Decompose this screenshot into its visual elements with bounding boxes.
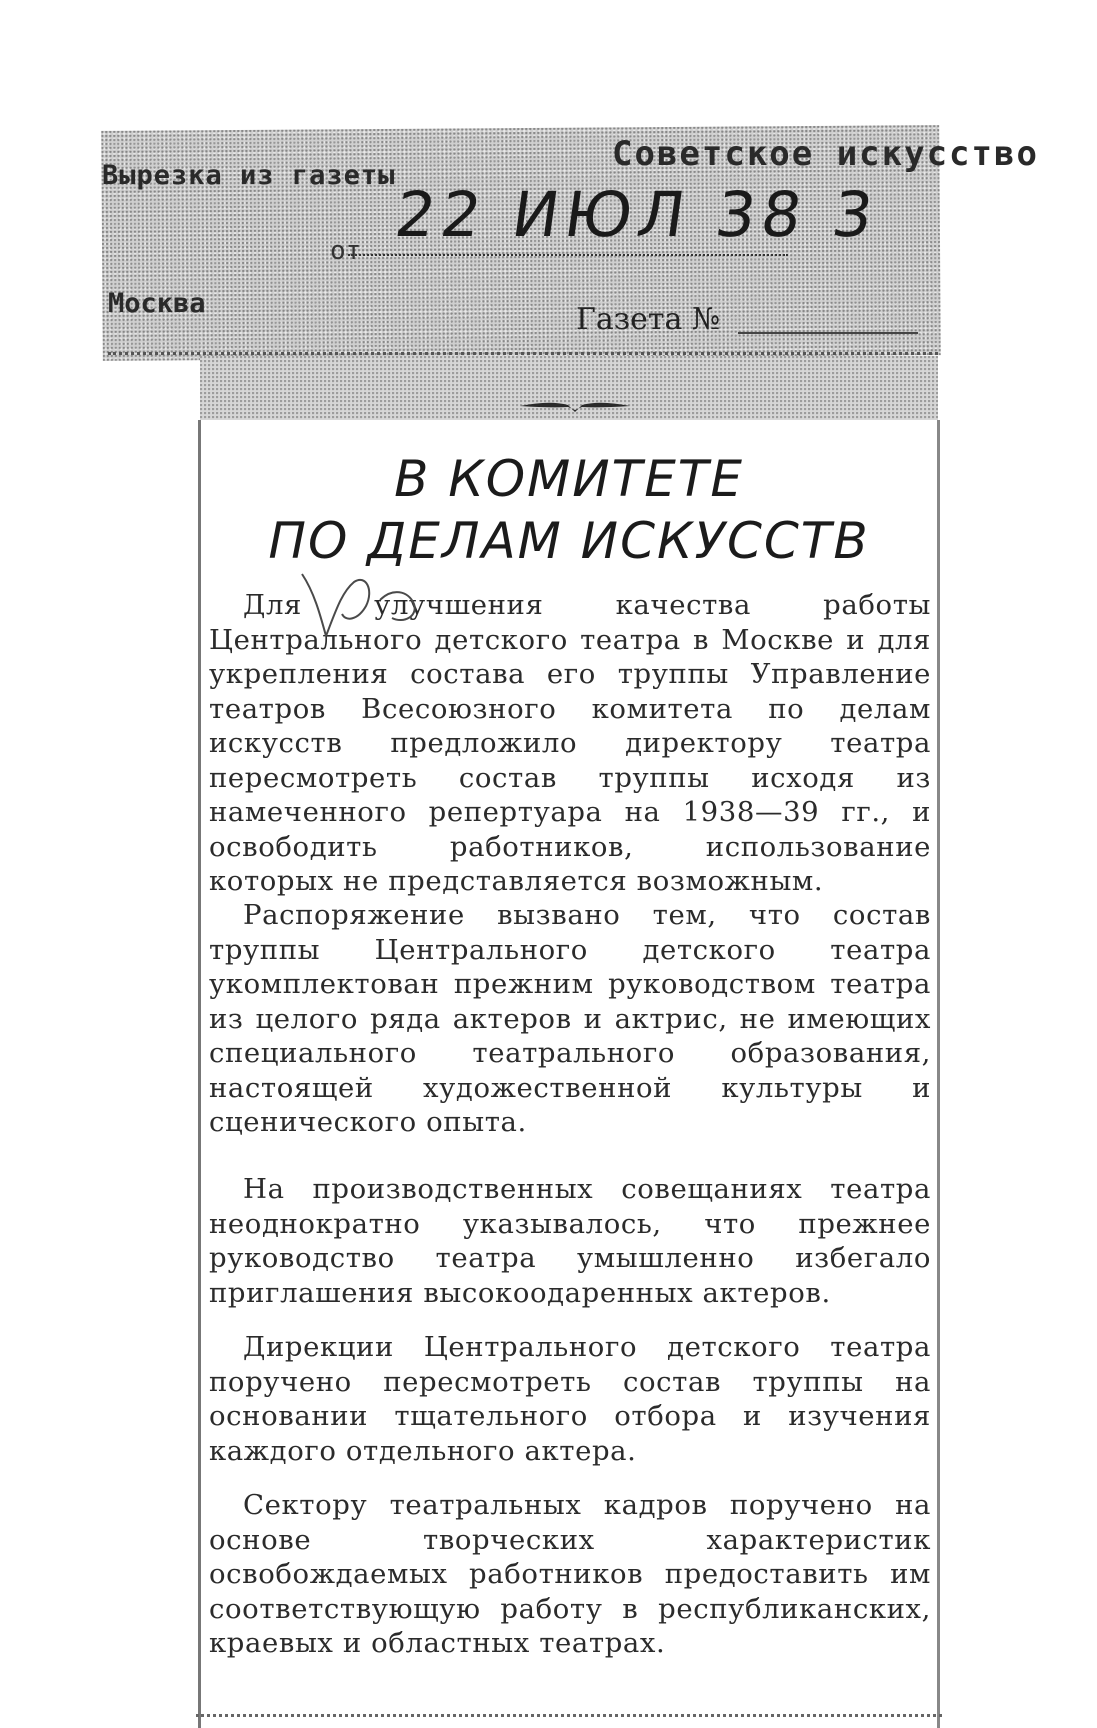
article-paragraph: Сектору театральных кадров поручено на основе творческих характеристик освобождаемых работников предоставить им соответствующую работу в республиканских, краевых и областных театрах. xyxy=(209,1489,931,1659)
stamp-edge xyxy=(108,352,938,355)
ornament-icon xyxy=(520,396,630,416)
date-value: 22 ИЮЛ 38 xyxy=(390,178,813,251)
newspaper-name: Советское искусство xyxy=(612,134,1039,174)
date-underline xyxy=(348,254,788,256)
city-label: Москва xyxy=(108,288,206,319)
clip-label: Вырезка из газеты xyxy=(102,160,396,191)
gazeta-number-label: Газета № xyxy=(576,302,721,337)
date-suffix: 3 xyxy=(827,178,884,251)
handwritten-mark-icon xyxy=(296,570,436,640)
article-paragraph: Для улучшения качества работы Центрального детского театра в Москве и для укрепления состава его труппы Управление театров Всесоюзного комитета по делам искусств предложило директору театра пересмотреть состав труппы исходя из намеченного репертуара на 1938—39 гг., и освободить работников, использование которых не представляется возможным. xyxy=(209,589,931,897)
article-paragraph: Распоряжение вызвано тем, что состав труппы Центрального детского театра укомплектован прежним руководством театра из целого ряда актеров и актрис, не имеющих специального театрального образования, настоящей художественной культуры и сценического опыта. xyxy=(209,899,931,1138)
article-paragraph: Дирекции Центрального детского театра поручено пересмотреть состав труппы на основании тщательного отбора и изучения каждого отдельного актера. xyxy=(209,1331,931,1467)
date-prefix-label: от xyxy=(330,236,362,266)
headline-line-1: В КОМИТЕТЕ xyxy=(394,450,744,508)
clipping-bottom-edge xyxy=(196,1714,942,1717)
date-stamp xyxy=(391,178,884,251)
headline-line-2: ПО ДЕЛАМ ИСКУССТВ xyxy=(268,512,870,570)
gazeta-number-line xyxy=(738,332,918,334)
article-paragraph: На производственных совещаниях театра неоднократно указывалось, что прежнее руководство театра умышленно избегало приглашения высокоодаренных актеров. xyxy=(209,1173,931,1309)
